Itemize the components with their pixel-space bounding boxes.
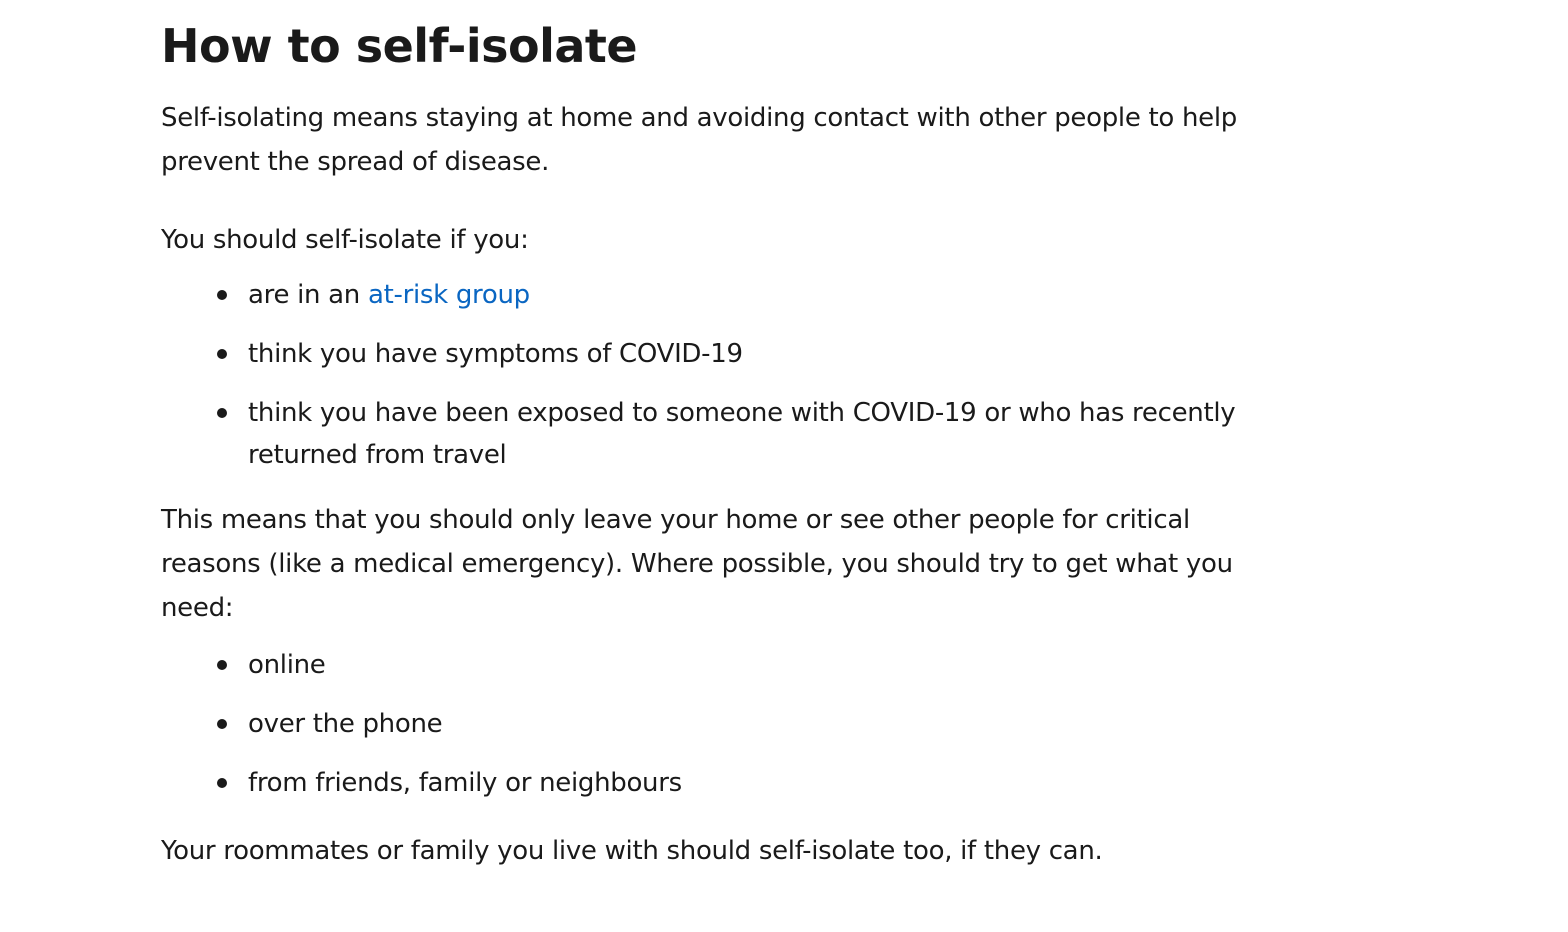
roommates-paragraph: Your roommates or family you live with should self-isolate too, if they can.	[161, 836, 1103, 866]
list-item-text: over the phone	[248, 709, 443, 739]
bullet-icon	[217, 778, 227, 788]
list-item	[161, 762, 1271, 804]
list-item	[161, 703, 1271, 745]
list-item-text: think you have been exposed to someone with COVID-19 or who has recently returned from travel	[248, 398, 1236, 470]
bullet-icon	[217, 349, 227, 359]
list-item	[161, 644, 1271, 686]
self-isolate-criteria-intro: You should self-isolate if you:	[161, 225, 529, 255]
list-item-text: online	[248, 650, 326, 680]
intro-paragraph: Self-isolating means staying at home and avoiding contact with other people to help prevent the spread of disease.	[161, 103, 1237, 177]
list-item	[161, 333, 1271, 375]
list-item-text: from friends, family or neighbours	[248, 768, 682, 798]
list-item-text: think you have symptoms of COVID-19	[248, 339, 743, 369]
list-item	[161, 274, 1271, 316]
bullet-icon	[217, 290, 227, 300]
self-isolate-criteria-list	[161, 274, 1271, 476]
bullet-icon	[217, 660, 227, 670]
list-item	[161, 392, 1271, 476]
critical-reasons-paragraph: This means that you should only leave your home or see other people for critical reasons (like a medical emergency). Where possible, you should try to get what you need:	[161, 505, 1233, 623]
bullet-icon	[217, 719, 227, 729]
bullet-icon	[217, 408, 227, 418]
at-risk-group-link[interactable]: at-risk group	[367, 280, 530, 310]
article-content	[161, 0, 1271, 873]
page-title: How to self-isolate	[161, 19, 638, 73]
ways-to-get-needs-list	[161, 644, 1271, 804]
list-item-text: are in an	[248, 280, 368, 310]
